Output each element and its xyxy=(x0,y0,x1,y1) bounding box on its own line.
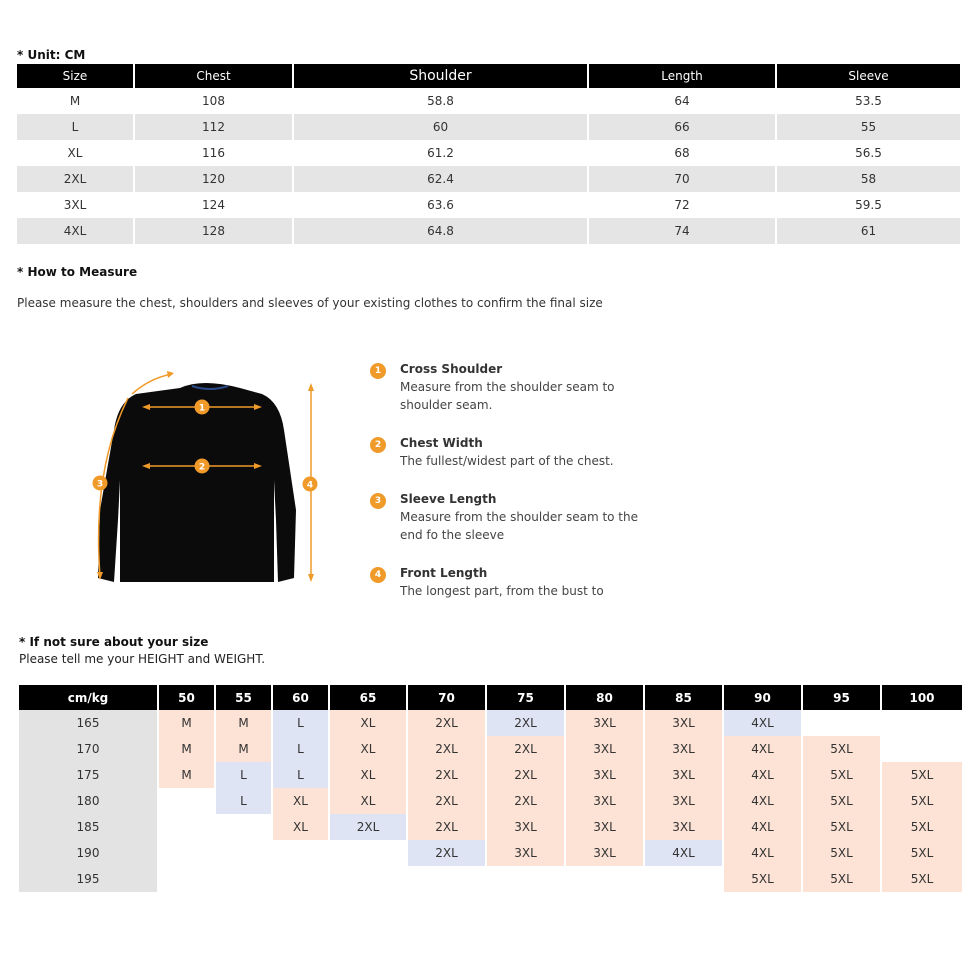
fit-size-cell: 5XL xyxy=(881,840,963,866)
fit-size-cell: 3XL xyxy=(565,736,644,762)
fit-size-cell xyxy=(158,788,215,814)
legend-number-badge: 3 xyxy=(370,493,386,509)
size-cell: 112 xyxy=(134,114,293,140)
fit-size-cell: 5XL xyxy=(802,814,881,840)
unit-label: * Unit: CM xyxy=(17,48,86,62)
fit-size-cell xyxy=(565,866,644,892)
size-cell: 2XL xyxy=(17,166,134,192)
fit-size-cell xyxy=(407,866,486,892)
fit-row xyxy=(19,866,963,892)
size-header-cell: Length xyxy=(588,64,776,88)
size-header-cell: Sleeve xyxy=(776,64,960,88)
weight-header: 90 xyxy=(723,685,802,710)
fit-size-cell: 5XL xyxy=(881,788,963,814)
fit-size-cell: 2XL xyxy=(407,840,486,866)
size-cell: 55 xyxy=(776,114,960,140)
fit-size-cell: 3XL xyxy=(644,814,723,840)
fit-size-cell: XL xyxy=(272,788,329,814)
size-cell: 61.2 xyxy=(293,140,588,166)
not-sure-title: * If not sure about your size xyxy=(19,635,209,649)
fit-size-cell: L xyxy=(215,762,272,788)
fit-size-cell xyxy=(158,840,215,866)
fit-size-cell: 5XL xyxy=(802,840,881,866)
fit-size-cell: L xyxy=(215,788,272,814)
fit-size-cell: 3XL xyxy=(565,814,644,840)
size-cell: 64.8 xyxy=(293,218,588,244)
marker-2-label: 2 xyxy=(198,462,206,473)
fit-size-cell: M xyxy=(215,736,272,762)
fit-size-cell xyxy=(215,866,272,892)
size-cell: 64 xyxy=(588,88,776,114)
size-cell: XL xyxy=(17,140,134,166)
fit-size-cell: 5XL xyxy=(881,866,963,892)
fit-size-cell xyxy=(644,866,723,892)
legend-desc: The longest part, from the bust to xyxy=(400,584,604,598)
fit-size-cell: XL xyxy=(329,762,407,788)
size-row xyxy=(17,166,960,192)
fit-row xyxy=(19,736,963,762)
fit-size-cell xyxy=(881,710,963,736)
fit-row xyxy=(19,814,963,840)
fit-size-cell: 4XL xyxy=(644,840,723,866)
size-cell: 58.8 xyxy=(293,88,588,114)
fit-size-cell: 3XL xyxy=(644,762,723,788)
weight-header: 100 xyxy=(881,685,963,710)
legend-title: Cross Shoulder xyxy=(400,362,503,376)
size-cell: 70 xyxy=(588,166,776,192)
legend-desc: Measure from the shoulder seam to the end fo the sleeve xyxy=(400,510,638,542)
height-cell: 180 xyxy=(19,788,158,814)
height-cell: 190 xyxy=(19,840,158,866)
fit-size-cell: 5XL xyxy=(802,788,881,814)
height-cell: 175 xyxy=(19,762,158,788)
fit-size-cell: L xyxy=(272,736,329,762)
fit-size-cell: M xyxy=(215,710,272,736)
size-cell: L xyxy=(17,114,134,140)
size-cell: 68 xyxy=(588,140,776,166)
weight-header: 75 xyxy=(486,685,565,710)
size-cell: 59.5 xyxy=(855,198,882,212)
fit-size-cell xyxy=(158,814,215,840)
fit-size-cell: 2XL xyxy=(486,762,565,788)
legend-number-badge: 2 xyxy=(370,437,386,453)
fit-size-cell: 2XL xyxy=(486,710,565,736)
fit-size-cell: 5XL xyxy=(802,762,881,788)
fit-size-cell: 2XL xyxy=(407,736,486,762)
fit-size-cell: 5XL xyxy=(802,736,881,762)
fit-size-cell: 4XL xyxy=(723,840,802,866)
fit-size-cell xyxy=(215,814,272,840)
size-chart-table xyxy=(17,64,960,244)
size-header-cell: Chest xyxy=(134,64,293,88)
fit-size-cell xyxy=(272,840,329,866)
height-cell: 165 xyxy=(19,710,158,736)
fit-size-cell xyxy=(158,866,215,892)
size-cell: 62.4 xyxy=(293,166,588,192)
fit-size-cell: 3XL xyxy=(644,788,723,814)
how-to-measure-title: * How to Measure xyxy=(17,265,138,279)
marker-3-label: 3 xyxy=(96,479,104,490)
fit-size-cell: XL xyxy=(329,710,407,736)
size-row xyxy=(17,140,960,166)
size-header-cell: Size xyxy=(17,64,134,88)
fit-size-cell: 5XL xyxy=(881,814,963,840)
size-cell: 120 xyxy=(134,166,293,192)
fit-size-cell: 3XL xyxy=(486,814,565,840)
fit-size-cell: 3XL xyxy=(565,788,644,814)
fit-size-cell: 3XL xyxy=(486,840,565,866)
size-cell: 66 xyxy=(588,114,776,140)
size-cell: 60 xyxy=(293,114,588,140)
fit-size-cell xyxy=(215,840,272,866)
size-row xyxy=(17,218,960,244)
weight-header: 50 xyxy=(158,685,215,710)
size-cell: 61 xyxy=(776,218,960,244)
legend-title: Front Length xyxy=(400,566,488,580)
fit-size-cell: 5XL xyxy=(802,866,881,892)
fit-size-cell: XL xyxy=(329,788,407,814)
fit-size-cell: 4XL xyxy=(723,814,802,840)
fit-size-cell xyxy=(329,866,407,892)
fit-size-cell: 4XL xyxy=(723,710,802,736)
marker-4-label: 4 xyxy=(306,480,314,491)
fit-size-cell: 5XL xyxy=(723,866,802,892)
fit-size-cell: 3XL xyxy=(565,840,644,866)
weight-header: 65 xyxy=(329,685,407,710)
legend-number-badge: 1 xyxy=(370,363,386,379)
fit-size-cell: M xyxy=(158,736,215,762)
fit-size-cell: M xyxy=(158,762,215,788)
fit-size-cell: 2XL xyxy=(486,736,565,762)
fit-size-cell: L xyxy=(272,762,329,788)
height-cell: 170 xyxy=(19,736,158,762)
fit-size-cell xyxy=(802,710,881,736)
size-cell: 108 xyxy=(134,88,293,114)
fit-size-cell: L xyxy=(272,710,329,736)
fit-size-cell: M xyxy=(158,710,215,736)
fit-size-cell xyxy=(329,840,407,866)
size-header-cell: Shoulder xyxy=(293,64,588,88)
sweater-silhouette xyxy=(98,383,296,582)
fit-size-cell: 4XL xyxy=(723,736,802,762)
fit-size-cell: 2XL xyxy=(407,762,486,788)
fit-size-cell xyxy=(486,866,565,892)
fit-size-cell: 3XL xyxy=(565,710,644,736)
fit-size-cell: 2XL xyxy=(407,710,486,736)
fit-size-cell: 3XL xyxy=(565,762,644,788)
weight-header: 60 xyxy=(272,685,329,710)
weight-header: 70 xyxy=(407,685,486,710)
size-cell: 53.5 xyxy=(855,94,882,108)
size-row xyxy=(17,192,960,218)
fit-row xyxy=(19,762,963,788)
fit-row xyxy=(19,788,963,814)
height-cell: 195 xyxy=(19,866,158,892)
legend-number-badge: 4 xyxy=(370,567,386,583)
size-cell: 72 xyxy=(588,192,776,218)
fit-size-cell: 3XL xyxy=(644,710,723,736)
weight-header: 85 xyxy=(644,685,723,710)
marker-1-label: 1 xyxy=(198,403,206,414)
size-cell: 4XL xyxy=(17,218,134,244)
size-cell: 56.5 xyxy=(855,146,882,160)
size-cell: 74 xyxy=(588,218,776,244)
size-cell: 3XL xyxy=(17,192,134,218)
weight-header: 80 xyxy=(565,685,644,710)
how-to-measure-text: Please measure the chest, shoulders and sleeves of your existing clothes to confirm the final size xyxy=(17,296,603,310)
size-cell: 63.6 xyxy=(293,192,588,218)
size-cell: 116 xyxy=(134,140,293,166)
fit-row xyxy=(19,710,963,736)
fit-table-header xyxy=(19,685,963,710)
fit-size-cell: 4XL xyxy=(723,788,802,814)
legend-title: Chest Width xyxy=(400,436,483,450)
fit-corner-header: cm/kg xyxy=(19,685,158,710)
weight-header: 95 xyxy=(802,685,881,710)
size-cell: 128 xyxy=(134,218,293,244)
fit-size-cell xyxy=(881,736,963,762)
height-weight-table xyxy=(19,685,964,892)
fit-size-cell: 2XL xyxy=(329,814,407,840)
size-row xyxy=(17,114,960,140)
size-row xyxy=(17,88,960,114)
legend-desc: The fullest/widest part of the chest. xyxy=(400,454,614,468)
size-cell: M xyxy=(17,88,134,114)
size-cell: 58 xyxy=(776,166,960,192)
size-cell: 124 xyxy=(134,192,293,218)
fit-size-cell: 2XL xyxy=(486,788,565,814)
fit-size-cell: 4XL xyxy=(723,762,802,788)
not-sure-text: Please tell me your HEIGHT and WEIGHT. xyxy=(19,652,266,666)
fit-size-cell: 5XL xyxy=(881,762,963,788)
fit-size-cell: 2XL xyxy=(407,788,486,814)
fit-size-cell: 3XL xyxy=(644,736,723,762)
height-cell: 185 xyxy=(19,814,158,840)
weight-header: 55 xyxy=(215,685,272,710)
fit-size-cell: XL xyxy=(272,814,329,840)
fit-row xyxy=(19,840,963,866)
legend-desc: Measure from the shoulder seam to shoulder seam. xyxy=(400,380,615,412)
sweater-measure-diagram xyxy=(80,360,340,600)
legend-title: Sleeve Length xyxy=(400,492,497,506)
fit-size-cell: 2XL xyxy=(407,814,486,840)
fit-size-cell: XL xyxy=(329,736,407,762)
size-chart-header xyxy=(17,64,960,88)
fit-size-cell xyxy=(272,866,329,892)
